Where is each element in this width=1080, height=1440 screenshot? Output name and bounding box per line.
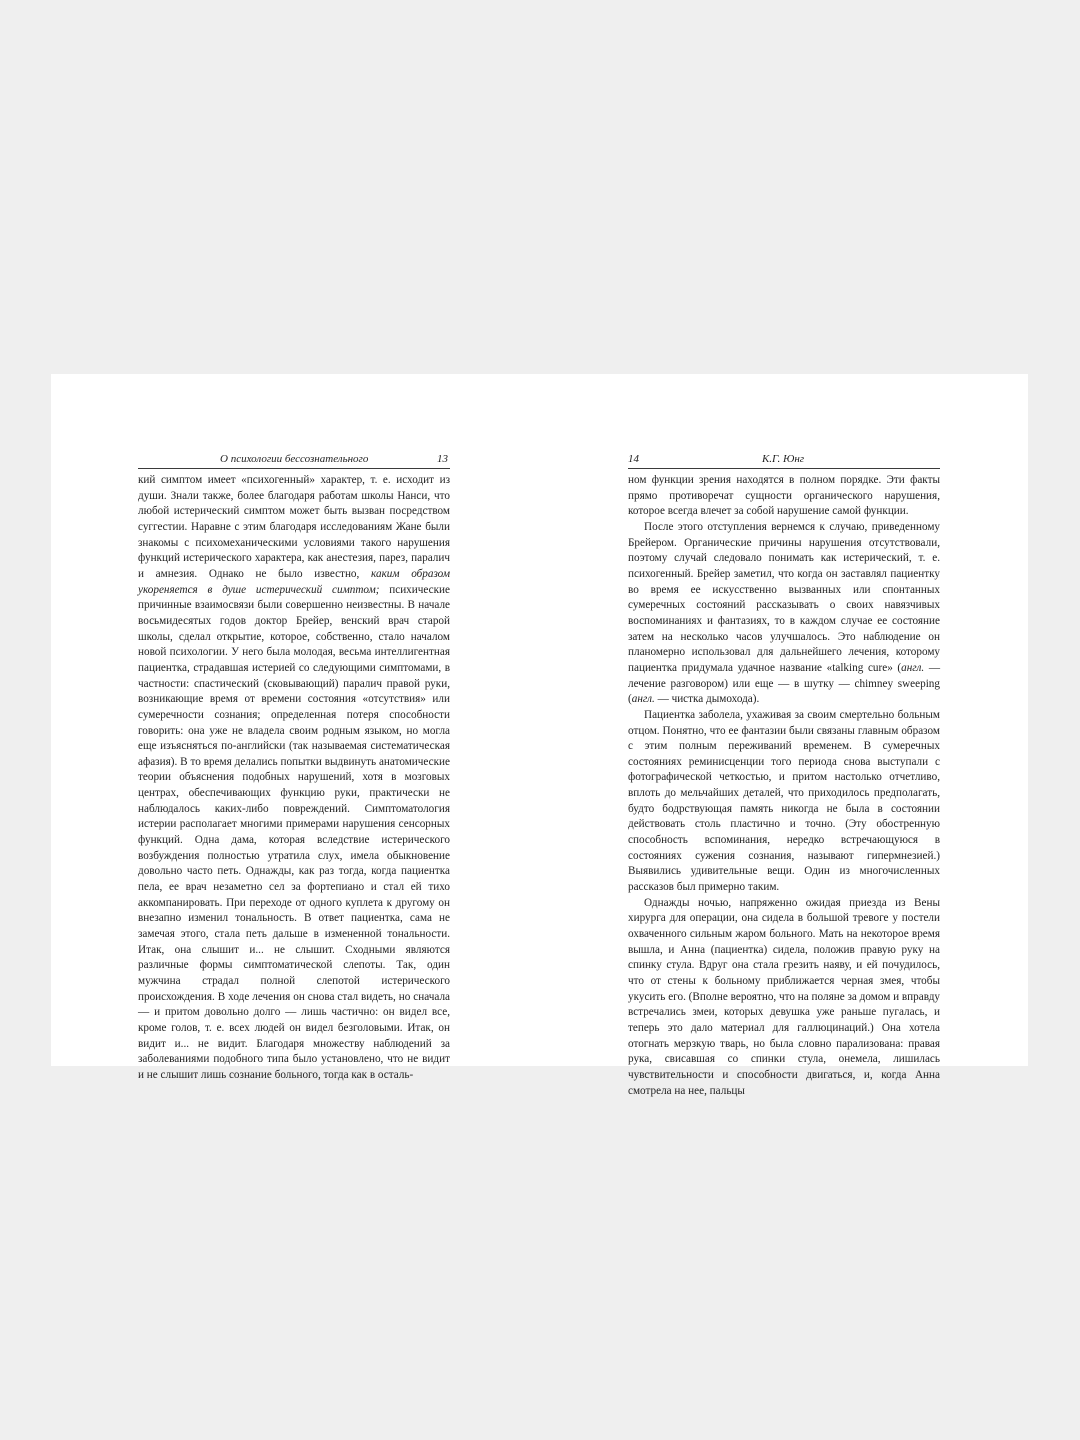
- paragraph: ном функции зрения находятся в полном порядке. Эти факты прямо противоречат сущности органического нарушения, которое всегда влечет за собой нарушение самой функции.: [628, 474, 940, 518]
- text-run: психические причинные взаимосвязи были совершенно неизвестны. В начале восьмидесятых годов доктор Брейер, венский врач старой школы, сделал открытие, которое, собственно, стало началом новой психологии. У него была молодая, весьма интеллигентная пациентка, страдавшая истерией со следующими симптомами, в частности: спастический (сковывающий) паралич правой руки, возникающие время от времени состояния «отсутствия» или сумеречности сознания; определенная потеря способности говорить: она уже не владела своим родным языком, но могла еще изъясняться по-английски (так называемая систематическая афазия). В то время делались попытки выдвинуть анатомические теории объяснения подобных нарушений, хотя в мозговых центрах, обеспечивающих функцию руки, практически не наблюдалось каких-либо повреждений. Симптоматология истерии располагает многими примерами нарушения сенсорных функций. Одна дама, которая вследствие истерического возбуждения полностью утратила слух, имела обыкновение довольно часто петь. Однажды, как раз тогда, когда пациентка пела, ее врач незаметно сел за фортепиано и стал ей тихо аккомпанировать. При переходе от одного куплета к другому он внезапно изменил тональность. В ответ пациентка, сама не замечая этого, стала петь дальше в измененной тональности. Итак, она слышит и... не слышит. Сходными являются различные формы симптоматической слепоты. Так, один мужчина страдал полной слепотой истерического происхождения. В ходе лечения он снова стал видеть, но сначала — и притом довольно долго — лишь частично: он видел все, кроме голов, т. е. всех людей он видел безголовыми. Итак, он видит и... не видит. Благодаря множеству наблюдений за заболеваниями подобного типа было установлено, что не видит и не слышит лишь сознание больного, тогда как в осталь-: [138, 583, 450, 1081]
- body-text: [138, 473, 450, 1084]
- left-page: [138, 454, 450, 1084]
- text-run: кий симптом имеет «психогенный» характер, т. е. исходит из души. Знали также, более благодаря работам школы Нанси, что любой истерический симптом может быть вызван посредством суггестии. Наравне с этим благодаря исследованиям Жане были знакомы с психомеханическими условиями такого нарушения функций истерического характера, как анестезия, парез, паралич и амнезия. Однако не было известно,: [138, 474, 450, 580]
- italic-text: англ.: [631, 693, 655, 706]
- body-text: [628, 473, 940, 1099]
- paragraph: [138, 473, 450, 1084]
- paragraph: Однажды ночью, напряженно ожидая приезда из Вены хирурга для операции, она сидела в большой тревоге у постели охваченного сильным жаром больного. Мать на некоторое время вышла, и Анна (пациентка) сидела, положив правую руку на спинку стула. Вдруг она стала грезить наяву, и ей почудилось, что от стены к больному приближается черная змея, чтобы укусить его. (Вполне вероятно, что на поляне за домом и вправду встречались змеи, которых девушка уже раньше пугалась, и теперь это дало материал для галлюцинаций.) Она хотела отогнать мерзкую тварь, но была словно парализована: правая рука, свисавшая со спинки стула, онемела, лишилась чувствительности и способности двигаться, и, когда Анна смотрела на нее, пальцы: [628, 896, 940, 1097]
- page-number: 13: [437, 453, 448, 465]
- running-head: [628, 454, 940, 469]
- running-head-title: О психологии бессознательного: [220, 453, 369, 465]
- italic-text: англ.: [901, 661, 925, 674]
- running-head: [138, 454, 450, 469]
- text-run: — чистка дымохода).: [654, 693, 760, 706]
- italic-text: каким образом укореняется в душе истерический симптом;: [138, 567, 450, 596]
- running-head-title: К.Г. Юнг: [762, 453, 805, 465]
- book-spread: [51, 374, 1028, 1097]
- text-run: После этого отступления вернемся к случаю, приведенному Брейером. Органические причины нарушения отсутствовали, поэтому случай следовало понимать как истерический, т. е. психогенный. Брейер заметил, что когда он заставлял пациентку во время ее искусственно вызванных или спонтанных сумеречных состояний рассказывать о своих навязчивых воспоминаниях и фантазиях, то в каждом случае ее состояние затем на несколько часов улучшалось. Это наблюдение он планомерно использовал для дальнейшего лечения, которому пациентка придумала удачное название «talking cure» (: [628, 520, 940, 674]
- text-run: — лечение разговором) или еще — в шутку — chimney sweeping (: [628, 661, 941, 706]
- paragraph: Пациентка заболела, ухаживая за своим смертельно больным отцом. Понятно, что ее фантазии были связаны главным образом с этим полным переживаний временем. В сумеречных состояниях реминисценции того периода снова выступали с фотографической четкостью, и притом настолько отчетливо, вплоть до мельчайших деталей, что приходилось предполагать, будто бодрствующая память никогда не была в состоянии действовать столь пластично и точно. (Эту обостренную способность вспоминания, нередко встречающуюся в состояниях сужения сознания, называют гипермнезией.) Выявились удивительные вещи. Один из многочисленных рассказов был примерно таким.: [628, 708, 940, 894]
- paragraph: [628, 520, 940, 708]
- right-page: [628, 454, 940, 1099]
- page-number: 14: [628, 453, 639, 465]
